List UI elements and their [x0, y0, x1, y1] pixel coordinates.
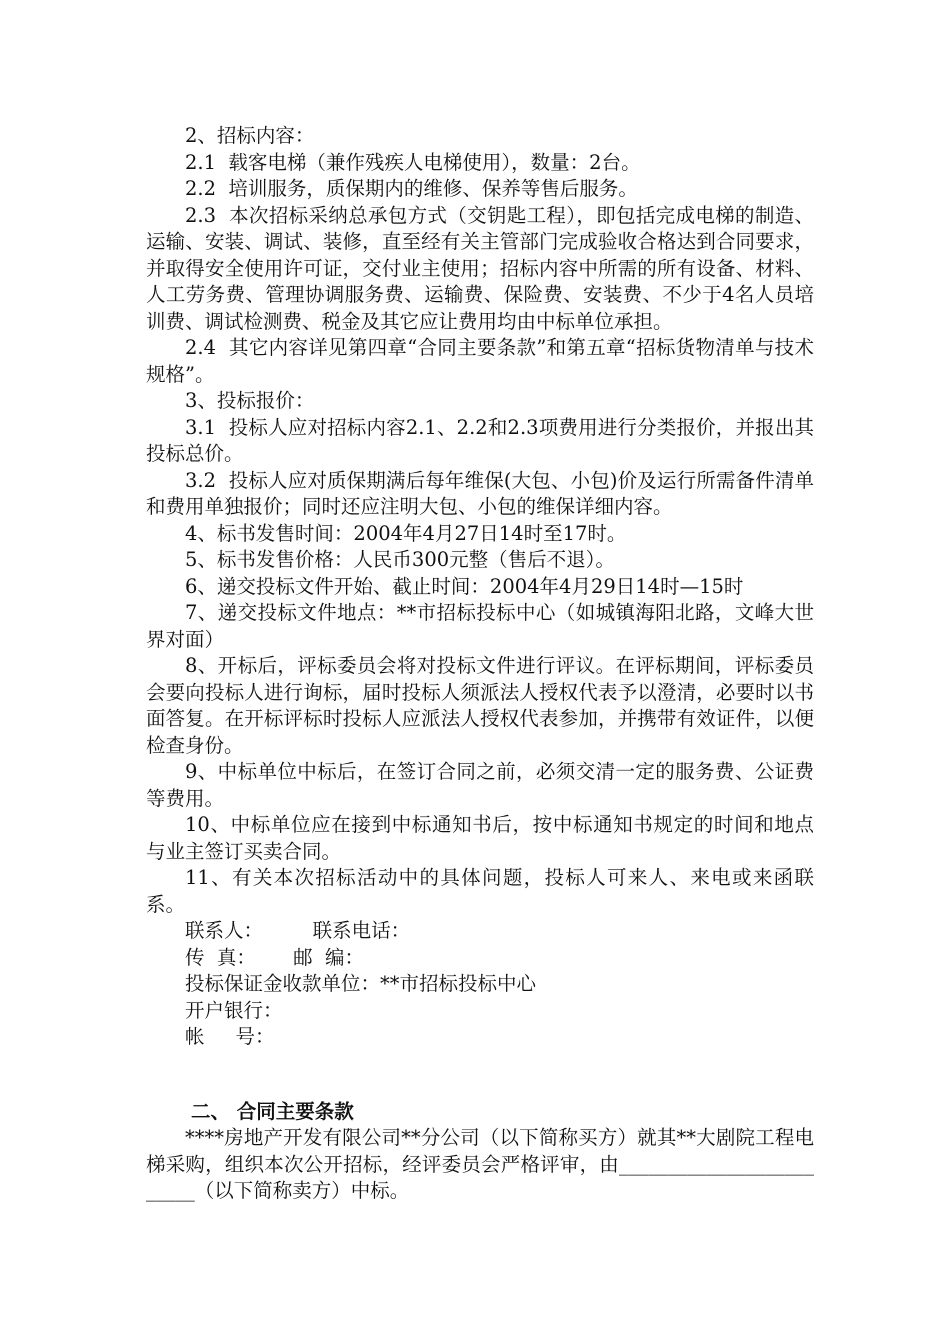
- fax-postcode-line: 传 真： 邮 编：: [185, 945, 364, 969]
- paragraph-6: 6、递交投标文件开始、截止时间：2004年4月29日14时—15时: [185, 574, 744, 598]
- paragraph-3-1: 3.1 投标人应对招标内容2.1、2.2和2.3项费用进行分类报价，并报出其投标总价。: [146, 415, 814, 465]
- paragraph-4: 4、标书发售时间：2004年4月27日14时至17时。: [185, 521, 627, 545]
- section-spacer: [146, 1051, 814, 1099]
- paragraph-9: 9、中标单位中标后，在签订合同之前，必须交清一定的服务费、公证费等费用。: [146, 760, 814, 810]
- paragraph-10: 10、中标单位应在接到中标通知书后，按中标通知书规定的时间和地点与业主签订买卖合同。: [146, 813, 814, 863]
- paragraph-2-3: 2.3 本次招标采纳总承包方式（交钥匙工程），即包括完成电梯的制造、运输、安装、调试、装修，直至经有关主管部门完成验收合格达到合同要求，并取得安全使用许可证，交付业主使用；招标内容中所需的所有设备、材料、人工劳务费、管理协调服务费、运输费、保险费、安装费、不少于4名人员培训费、调试检测费、税金及其它应让费用均由中标单位承担。: [146, 203, 814, 333]
- paragraph-bidding-content-title: 2、招标内容：: [185, 124, 315, 147]
- contact-line: 联系人： 联系电话：: [185, 919, 411, 942]
- paragraph-3-2: 3.2 投标人应对质保期满后每年维保(大包、小包)价及运行所需备件清单和费用单独报价；同时还应注明大包、小包的维保详细内容。: [146, 468, 814, 518]
- paragraph-2-1: 2.1 载客电梯（兼作残疾人电梯使用），数量：2台。: [185, 150, 641, 174]
- paragraph-8: 8、开标后，评标委员会将对投标文件进行评议。在评标期间，评标委员会要向投标人进行询标，届时投标人须派法人授权代表予以澄清，必要时以书面答复。在开标评标时投标人应派法人授权代表参加，并携带有效证件，以便检查身份。: [146, 654, 814, 757]
- paragraph-11: 11、有关本次招标活动中的具体问题，投标人可来人、来电或来函联系。: [146, 866, 814, 916]
- account-number-line: 帐 号：: [185, 1025, 275, 1048]
- section-heading: 二、 合同主要条款: [191, 1099, 354, 1123]
- paragraph-2-4: 2.4 其它内容详见第四章“合同主要条款”和第五章“招标货物清单与技术规格”。: [146, 336, 814, 386]
- paragraph-2-2: 2.2 培训服务，质保期内的维修、保养等售后服务。: [185, 177, 638, 200]
- paragraph-7: 7、递交投标文件地点：**市招标投标中心（如城镇海阳北路，文峰大世界对面）: [146, 601, 814, 651]
- bank-line: 开户银行：: [185, 998, 283, 1022]
- paragraph-5: 5、标书发售价格：人民币300元整（售后不退）。: [185, 548, 615, 571]
- deposit-payee-line: 投标保证金收款单位：**市招标投标中心: [185, 972, 537, 995]
- paragraph-bid-price-title: 3、投标报价：: [185, 389, 315, 412]
- contract-intro-paragraph: ****房地产开发有限公司**分公司（以下简称买方）就其**大剧院工程电梯采购，组织本次公开招标，经评委员会严格评审，由_________________________（以下简称卖方）中标。: [146, 1126, 814, 1202]
- document-body: [146, 123, 814, 1205]
